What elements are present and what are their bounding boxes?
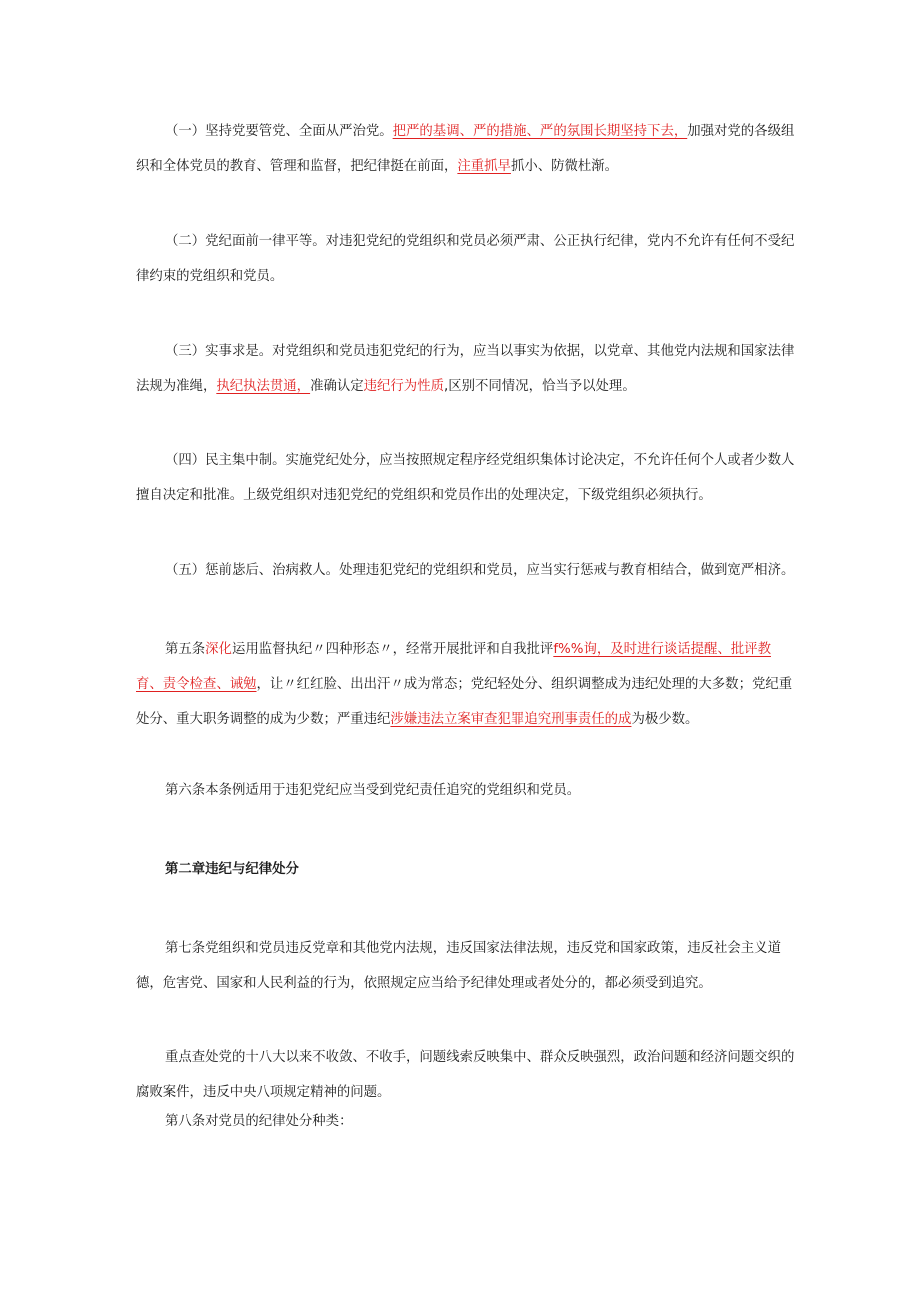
principle-1-text-3: 抓小、防微杜渐。 <box>510 159 619 174</box>
highlight-strict-tone: 把严的基调、严的措施、严的氛围长期坚持下去， <box>392 124 688 139</box>
highlight-deepen: 深化 <box>205 642 232 657</box>
paragraph-principle-2: （二）党纪面前一律平等。对违犯党纪的党组织和党员必须严肃、公正执行纪律，党内不允许有任何不受纪律约束的党组织和党员。 <box>136 234 795 284</box>
highlight-early: 注重抓早 <box>457 159 511 174</box>
chapter-heading: 第二章违纪与纪律处分 <box>165 862 299 877</box>
paragraph-article-6: 第六条本条例适用于违犯党纪应当受到党纪责任追究的党组织和党员。 <box>165 783 581 798</box>
paragraph-principle-3 <box>136 334 796 404</box>
highlight-violation-nature: 违纪行为性质 <box>363 379 444 394</box>
paragraph-article-5 <box>136 632 796 737</box>
article-5-text-3: 为极少数。 <box>631 712 699 727</box>
article-5-text-2: ，让〃红红脸、出出汗〃成为常态；党纪轻处分、组织调整成为违纪处理的大多数；党纪重处分、重大职务调整的成为少数；严重违纪 <box>136 677 793 727</box>
principle-1-text-2: 加强对党的各级组织和全体党员的教育、管理和监督，把纪律挺在前面， <box>136 124 795 174</box>
paragraph-key-investigation: 重点查处党的十八大以来不收敛、不收手，问题线索反映集中、群众反映强烈，政治问题和经济问题交织的腐败案件，违反中央八项规定精神的问题。 <box>136 1050 795 1100</box>
highlight-enforcement: 执纪执法贯通， <box>216 379 311 394</box>
paragraph-principle-4: （四）民主集中制。实施党纪处分，应当按照规定程序经党组织集体讨论决定，不允许任何个人或者少数人擅自决定和批准。上级党组织对违犯党纪的党组织和党员作出的处理决定，下级党组织必须执行。 <box>136 453 795 503</box>
principle-3-text-3: ,区别不同情况，恰当予以处理。 <box>443 379 636 394</box>
article-5-label: 第五条 <box>165 642 206 657</box>
highlight-talks: f%%询，及时进行谈话提醒、批评教育、责令检查、诫勉 <box>136 642 771 692</box>
principle-3-text-2: 准确认定 <box>310 379 364 394</box>
paragraph-article-7: 第七条党组织和党员违反党章和其他党内法规，违反国家法律法规，违反党和国家政策，违反社会主义道德，危害党、国家和人民利益的行为，依照规定应当给予纪律处理或者处分的，都必须受到追究。 <box>136 941 781 991</box>
paragraph-article-8: 第八条对党员的纪律处分种类： <box>165 1114 353 1129</box>
highlight-criminal: 涉嫌违法立案审查犯罪追究刑事责任的成 <box>390 712 632 727</box>
paragraph-principle-5: （五）惩前毖后、治病救人。处理违犯党纪的党组织和党员，应当实行惩戒与教育相结合，做到宽严相济。 <box>165 563 795 578</box>
paragraph-principle-1 <box>136 114 796 184</box>
principle-3-text: （三）实事求是。对党组织和党员违犯党纪的行为，应当以事实为依据，以党章、其他党内法规和国家法律法规为准绳， <box>136 344 795 394</box>
article-5-text: 运用监督执纪〃四种形态〃，经常开展批评和自我批评 <box>231 642 554 657</box>
principle-1-text: （一）坚持党要管党、全面从严治党。 <box>165 124 393 139</box>
